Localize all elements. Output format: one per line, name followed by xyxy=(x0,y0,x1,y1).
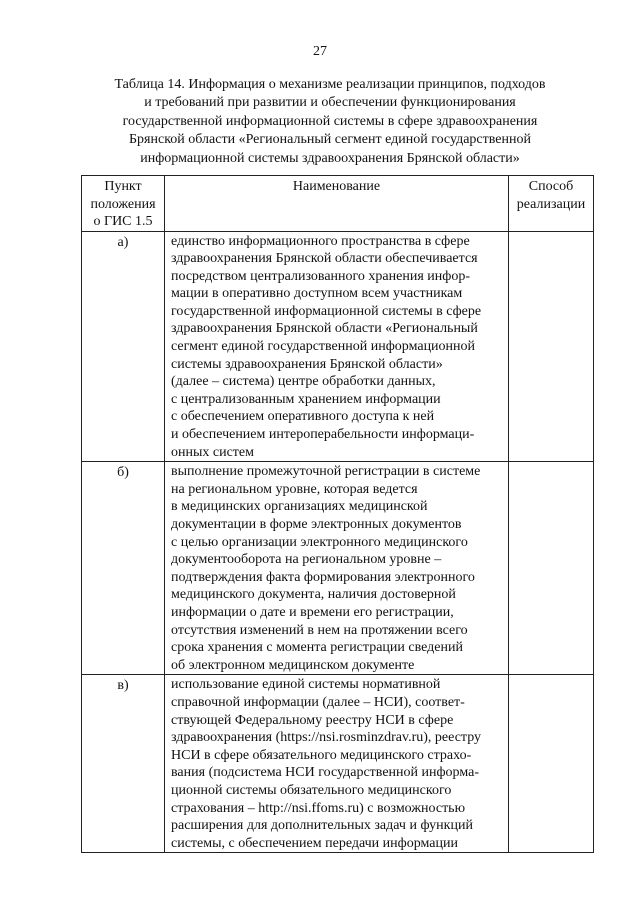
caption-line: и требований при развитии и обеспечении функционирования xyxy=(144,95,516,111)
point-cell: б) xyxy=(82,462,165,675)
description-line: с централизованным хранением информации xyxy=(171,391,441,407)
header-method xyxy=(509,176,594,232)
description-line: страхования – http://nsi.ffoms.ru) с возможностью xyxy=(171,800,466,816)
caption-line: государственной информационной системы в сфере здравоохранения xyxy=(122,113,538,129)
description-line: системы здравоохранения Брянской области» xyxy=(171,356,443,372)
header-method-line: реализации xyxy=(516,196,586,212)
description-line: информации о дате и времени его регистрации, xyxy=(171,604,454,620)
method-cell xyxy=(509,675,594,853)
table-row xyxy=(82,675,594,853)
description-line: мации в оперативно доступном всем участникам xyxy=(171,286,463,302)
point-cell: в) xyxy=(82,675,165,853)
description-line: использование единой системы нормативной xyxy=(171,677,441,693)
header-point-line: Пункт xyxy=(104,179,142,194)
description-line: документооборота на региональном уровне – xyxy=(171,552,442,568)
description-cell xyxy=(165,462,509,675)
caption-line: Таблица 14. Информация о механизме реализации принципов, подходов xyxy=(114,77,546,92)
header-point-line: о ГИС 1.5 xyxy=(93,214,153,229)
header-name-label: Наименование xyxy=(292,179,381,194)
description-line: вания (подсистема НСИ государственной информа- xyxy=(171,765,479,781)
description-line: об электронном медицинском документе xyxy=(171,657,415,673)
description-line: единство информационного пространства в сфере xyxy=(171,233,470,249)
description-line: подтверждения факта формирования электронного xyxy=(171,569,475,585)
description-line: здравоохранения (https://nsi.rosminzdrav.ru), реестру xyxy=(171,730,482,746)
table-row xyxy=(82,231,594,462)
header-method-line: Способ xyxy=(528,179,574,194)
description-line: расширения для дополнительных задач и функций xyxy=(171,818,473,834)
table-caption xyxy=(80,76,580,168)
description-line: государственной информационной системы в сфере xyxy=(171,303,482,319)
description-line: отсутствия изменений в нем на протяжении всего xyxy=(171,622,468,638)
description-line: выполнение промежуточной регистрации в системе xyxy=(171,464,481,480)
page-number: 27 xyxy=(313,44,327,59)
description-line: посредством централизованного хранения инфор- xyxy=(171,268,470,284)
description-line: с обеспечением оперативного доступа к ней xyxy=(171,409,435,425)
description-line: НСИ в сфере обязательного медицинского страхо- xyxy=(171,747,472,763)
caption-line: информационной системы здравоохранения Брянской области» xyxy=(140,150,520,166)
description-line: здравоохранения Брянской области обеспечивается xyxy=(171,251,478,267)
description-line: ствующей Федеральному реестру НСИ в сфере xyxy=(171,712,454,728)
description-cell xyxy=(165,231,509,462)
header-name xyxy=(165,176,509,232)
table-row xyxy=(82,462,594,675)
description-line: справочной информации (далее – НСИ), соответ- xyxy=(171,694,465,710)
description-line: ционной системы обязательного медицинского xyxy=(171,782,452,798)
method-cell xyxy=(509,231,594,462)
point-cell: а) xyxy=(82,231,165,462)
description-line: (далее – система) центре обработки данных, xyxy=(171,374,436,390)
description-line: онных систем xyxy=(171,444,255,460)
description-line: на региональном уровне, которая ведется xyxy=(171,481,418,497)
description-line: с целью организации электронного медицинского xyxy=(171,534,468,550)
description-cell xyxy=(165,675,509,853)
description-line: медицинского документа, наличия достоверной xyxy=(171,587,456,603)
description-line: сегмент единой государственной информационной xyxy=(171,339,476,355)
header-point xyxy=(82,176,165,232)
description-line: в медицинских организациях медицинской xyxy=(171,499,428,515)
method-cell xyxy=(509,462,594,675)
description-line: и обеспечением интероперабельности информаци- xyxy=(171,427,475,443)
description-line: системы, с обеспечением передачи информации xyxy=(171,835,458,851)
implementation-table xyxy=(81,175,594,853)
description-line: здравоохранения Брянской области «Региональный xyxy=(171,321,478,337)
caption-line: Брянской области «Региональный сегмент единой государственной xyxy=(129,132,531,148)
description-line: документации в форме электронных документов xyxy=(171,517,462,532)
table-header-row xyxy=(82,176,594,232)
header-point-line: положения xyxy=(90,196,156,212)
description-line: срока хранения с момента регистрации сведений xyxy=(171,640,463,656)
